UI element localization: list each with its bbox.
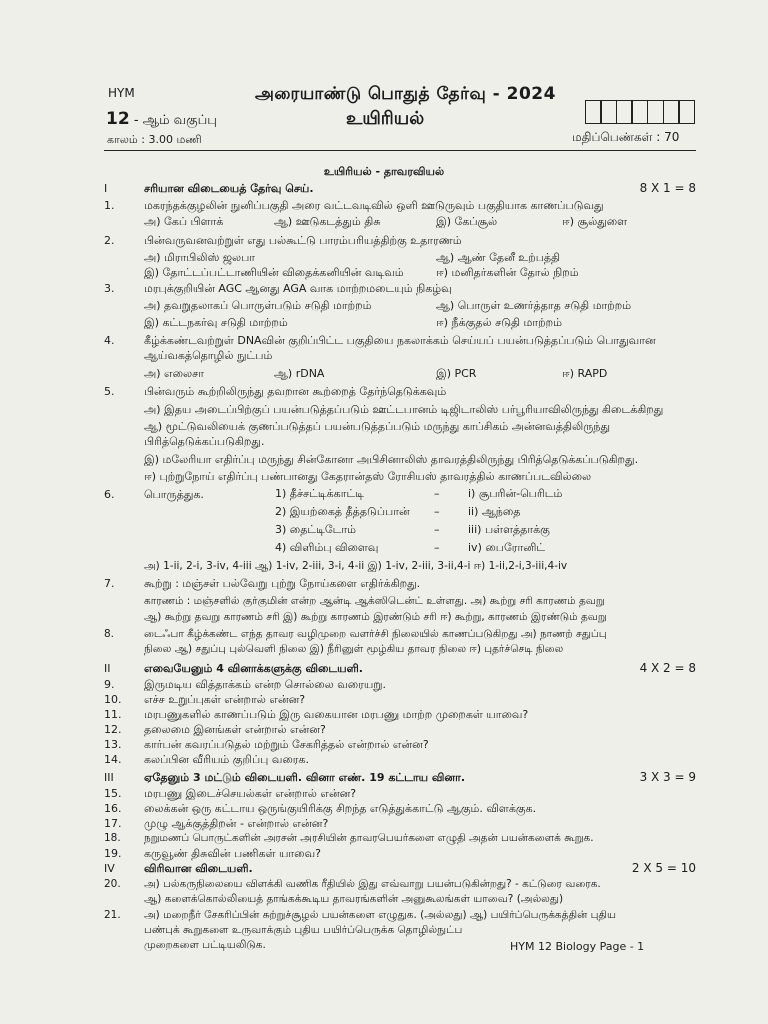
question-number: 7. [104, 577, 115, 590]
question-text: பண்புக் கூறுகளை உருவாக்கும் புதிய பயிர்ப்பெருக்க தொழில்நுட்ப முறைகளை பட்டியலிடுக. [144, 924, 463, 951]
match-right: ii) ஆந்தை [468, 505, 521, 518]
option: இ) PCR [436, 367, 477, 380]
question-number: 13. [104, 738, 122, 751]
grade-text: - ஆம் வகுப்பு [133, 113, 217, 128]
section-heading: உயிரியல் - தாவரவியல் [323, 165, 445, 178]
question-text: மகரந்தக்குழலின் நுனிப்பகுதி அரை வட்டவடிவில் ஒளி ஊடுருவும் பகுதியாக காணப்படுவது [144, 199, 604, 212]
question-text: முழு ஆக்குத்திறன் - என்றால் என்ன? [144, 817, 329, 830]
question-text: இருமடிய வித்தாக்கம் என்ற சொல்லை வரையறு. [144, 678, 386, 691]
question-number: 21. [104, 909, 121, 921]
question-number: 18. [104, 832, 121, 844]
question-text: டைஃபா கீழ்க்கண்ட எந்த தாவர வழிமுறை வளர்ச்சி நிலையில் காணப்படுகிறது அ) நாணற் சதுப்பு [144, 628, 607, 640]
part-score: 3 X 3 = 9 [639, 770, 696, 784]
register-number-boxes [586, 100, 695, 124]
match-left: 1) தீச்சட்டிக்காட்டி [275, 487, 364, 500]
part-score: 4 X 2 = 8 [639, 661, 696, 675]
match-dash: – [434, 505, 440, 518]
question-number: 8. [104, 628, 115, 640]
question-text: ஆ) களைக்கொல்லியைத் தாங்கக்கூடிய தாவரங்களின் அனுகூலங்கள் யாவை? (அல்லது) [144, 893, 564, 905]
question-text: மரபணுகளில் காணப்படும் இரு வகையான மரபணு மாற்ற முறைகள் யாவை? [144, 708, 529, 721]
part-score: 8 X 1 = 8 [639, 181, 696, 195]
option: ஆ) பொருள் உணர்த்தாத சடுதி மாற்றம் [436, 299, 632, 312]
register-box [616, 100, 633, 124]
option: ஆ) rDNA [274, 367, 325, 380]
question-number: 1. [104, 199, 115, 212]
option: அ) எலைசா [144, 367, 204, 380]
question-number: 19. [104, 847, 122, 860]
question-text: கார்பன் கவரப்படுதல் மற்றும் சேகரித்தல் என்றால் என்ன? [144, 738, 429, 751]
question-text: நறுமணப் பொருட்களின் அரசன் அரசியின் தாவரபெயர்களை எழுதி அதன் பயன்களைக் கூறுக. [144, 832, 594, 844]
question-number: 12. [104, 723, 122, 736]
option: இ) தோட்டப்பட்டாணியின் விதைக்கனியின் வடிவம் [144, 266, 404, 279]
option: ஈ) மனிதர்களின் தோல் நிறம் [436, 266, 579, 279]
question-number: 16. [104, 802, 122, 815]
page-footer: HYM 12 Biology Page - 1 [510, 940, 645, 953]
part-title: ஏதேனும் 3 மட்டும் விடையளி. வினா எண். 19 கட்டாய வினா. [144, 771, 465, 784]
question-text: லைக்கன் ஒரு கட்டாய ஒருங்குயிரிக்கு சிறந்த எடுத்துக்காட்டு ஆகும். விளக்குக. [144, 802, 537, 815]
question-text: மரபணு இடைச்செயல்கள் என்றால் என்ன? [144, 787, 357, 800]
question-text: மரபுக்குறியின் AGC ஆனது AGA வாக மாற்றமடையும் நிகழ்வு [144, 282, 452, 295]
register-box [678, 100, 695, 124]
option: அ) தவறுதலாகப் பொருள்படும் சடுதி மாற்றம் [144, 299, 372, 312]
question-text: ஆய்வகத்தொழில் நுட்பம் [144, 349, 273, 362]
statement: காரணம் : மஞ்சளில் குர்குமின் என்ற ஆன்டி ஆக்ஸிடென்ட் உள்ளது. அ) கூற்று சரி காரணம் தவறு [144, 595, 605, 607]
question-number: 10. [104, 693, 122, 706]
question-number: 11. [104, 708, 122, 721]
register-box [663, 100, 680, 124]
question-text: கலப்பின வீரியம் குறிப்பு வரைக. [144, 753, 309, 766]
match-right: iv) பைரோனிட் [468, 541, 546, 554]
option: ஈ) நீக்குதல் சடுதி மாற்றம் [436, 316, 562, 329]
statement: ஈ) புற்றுநோய் எதிர்ப்பு பண்பானது கேதரான்தஸ் ரோசியஸ் தாவரத்தில் காணப்படவில்லை [144, 470, 592, 483]
subject-title: உயிரியல் [346, 108, 425, 129]
question-number: 9. [104, 678, 115, 691]
question-text: பொருத்துக. [144, 488, 204, 501]
option: ஆ) ஊடுகடத்தும் திசு [274, 215, 381, 228]
question-number: 2. [104, 234, 115, 247]
statement: ஆ) மூட்டுவலியைக் குணப்படுத்தப் பயன்படுத்தப்படும் மருந்து காப்சிகம் அன்னவத்திலிருந்து [144, 420, 610, 433]
part-number: IV [104, 862, 115, 875]
register-box [631, 100, 648, 124]
match-right: i) சூபரின்-பெரிடம் [468, 487, 563, 500]
option: அ) மிராபிலிஸ் ஜலபா [144, 251, 256, 264]
question-number: 20. [104, 878, 121, 890]
register-box [647, 100, 664, 124]
question-text: அ) பல்கருநிலையை விளக்கி வணிக ரீதியில் இது எவ்வாறு பயன்படுகின்றது? - கட்டுரை வரைக. [144, 878, 601, 890]
option: அ) கேப் பிளாக் [144, 215, 224, 228]
school-code: HYM [108, 86, 135, 100]
divider [104, 150, 696, 151]
question-number: 14. [104, 753, 122, 766]
duration: காலம் : 3.00 மணி [107, 133, 202, 146]
register-box [585, 100, 602, 124]
match-left: 3) தைட்டிடோம் [275, 523, 357, 536]
question-text: பின்வருவனவற்றுள் எது பல்கூட்டு பாரம்பரியத்திற்கு உதாரணம் [144, 234, 462, 247]
question-number: 6. [104, 488, 115, 501]
question-text: அ) மறைநீர் சேகரிப்பின் சுற்றுச்சூழல் பயன்களை எழுதுக. (அல்லது) ஆ) பயிர்ப்பெருக்கத்தின் புதிய [144, 909, 617, 921]
statement: பிரித்தெடுக்கப்படுகிறது. [144, 435, 265, 448]
match-dash: – [434, 523, 440, 536]
match-dash: – [434, 487, 440, 500]
match-left: 4) விளிம்பு விளைவு [275, 541, 379, 554]
part-title: சரியான விடையைத் தேர்வு செய். [144, 182, 314, 195]
option: ஈ) RAPD [562, 367, 608, 380]
match-dash: – [434, 541, 440, 554]
max-marks: மதிப்பெண்கள் : 70 [572, 130, 680, 144]
part-title: விரிவான விடையளி. [144, 862, 253, 875]
grade [106, 109, 217, 129]
statement: அ) இதய அடைப்பிற்குப் பயன்படுத்தப்படும் ஊட்டபானம் டிஜிடாலிஸ் பர்பூரியாவிலிருந்து கிடைக்கிறது [144, 403, 664, 416]
part-number: I [104, 182, 108, 195]
exam-title: அரையாண்டு பொதுத் தேர்வு - 2024 [255, 84, 556, 104]
part-number: II [104, 662, 111, 675]
option: ஆ) ஆண் தேனீ உற்பத்தி [436, 251, 561, 264]
question-text: எச்ச உறுப்புகள் என்றால் என்ன? [144, 693, 306, 706]
grade-number: 12 [106, 109, 130, 129]
question-number: 5. [104, 385, 115, 398]
statement: ஆ) கூற்று தவறு காரணம் சரி இ) கூற்று காரணம் இரண்டும் சரி ஈ) கூற்று, காரணம் இரண்டும் தவறு [144, 611, 607, 623]
part-number: III [104, 771, 114, 784]
option: இ) கட்டநகர்வு சடுதி மாற்றம் [144, 316, 288, 329]
part-score: 2 X 5 = 10 [631, 861, 696, 875]
question-text: தலைமை இனங்கள் என்றால் என்ன? [144, 723, 326, 736]
question-number: 15. [104, 787, 122, 800]
question-number: 4. [104, 334, 115, 347]
question-text: பின்வரும் கூற்றிலிருந்து தவறான கூற்றைத் தேர்ந்தெடுக்கவும் [144, 385, 447, 398]
question-text: கீழ்க்கண்டவற்றுள் DNAவின் குறிப்பிட்ட பகுதியை நகலாக்கம் செய்யப் பயன்படுத்தப்படும் பொதுவான [144, 334, 656, 347]
answer-options: அ) 1-ii, 2-i, 3-iv, 4-iii ஆ) 1-iv, 2-iii, 3-i, 4-ii இ) 1-iv, 2-iii, 3-ii,4-i ஈ) 1-ii,2-i,3-iii,4-iv [144, 560, 568, 572]
option: ஈ) சூல்துளை [562, 215, 628, 228]
option: இ) கேப்சூல் [436, 215, 498, 228]
question-text: கூற்று : மஞ்சள் பல்வேறு புற்று நோய்களை எதிர்க்கிறது. [144, 577, 421, 590]
statement: நிலை ஆ) சதுப்பு புல்வெளி நிலை இ) நீரினுள் மூழ்கிய தாவர நிலை ஈ) புதர்ச்செடி நிலை [144, 643, 564, 655]
question-number: 3. [104, 282, 115, 295]
register-box [600, 100, 617, 124]
match-right: iii) பள்ளத்தாக்கு [468, 523, 550, 536]
question-text: கருவூண் திசுவின் பணிகள் யாவை? [144, 847, 321, 860]
statement: இ) மலேரியா எதிர்ப்பு மருந்து சின்கோனா அபிசினாலிஸ் தாவரத்திலிருந்து பிரித்தெடுக்கப்படுகிறது. [144, 453, 639, 466]
question-number: 17. [104, 817, 122, 830]
match-left: 2) இயற்கைத் தீத்தடுப்பான் [275, 505, 410, 518]
part-title: எவையேனும் 4 வினாக்களுக்கு விடையளி. [144, 662, 363, 675]
